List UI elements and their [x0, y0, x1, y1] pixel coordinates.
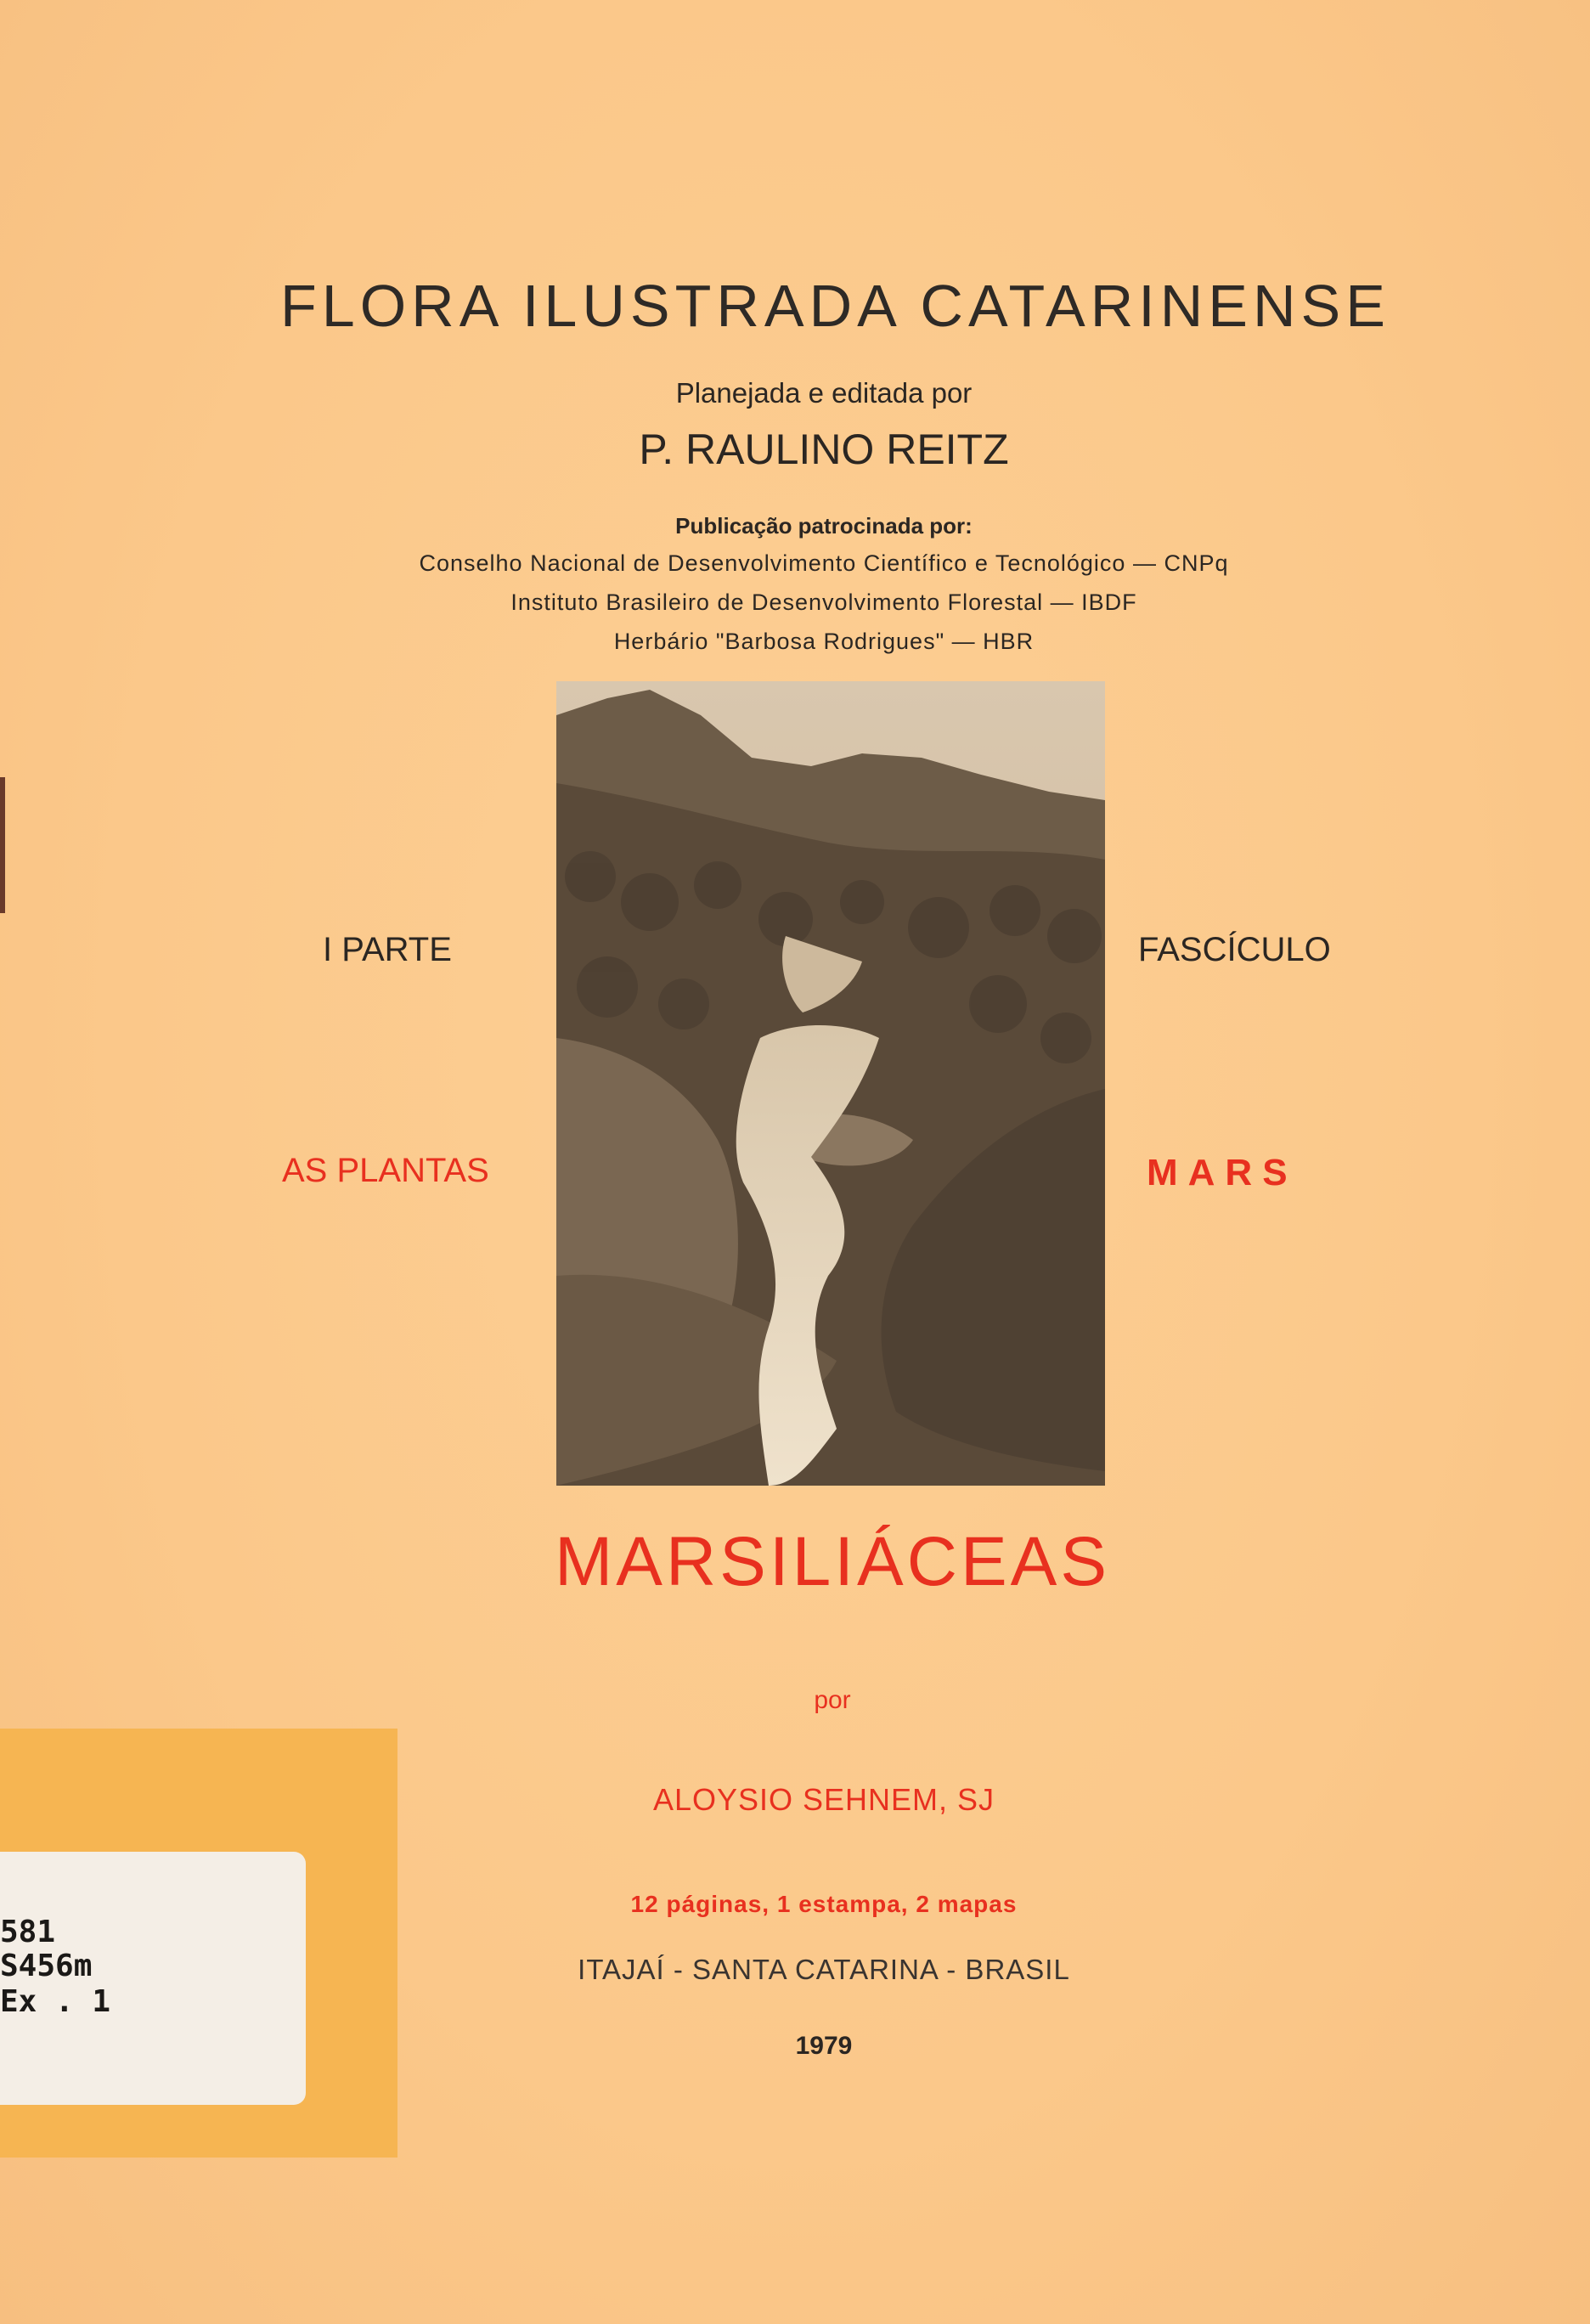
family-title: MARSILIÁCEAS: [554, 1523, 1111, 1600]
publication-year: 1979: [795, 2032, 853, 2060]
series-title: FLORA ILUSTRADA CATARINENSE: [280, 273, 1390, 339]
publication-place: ITAJAÍ - SANTA CATARINA - BRASIL: [578, 1954, 1070, 1985]
author-name: ALOYSIO SEHNEM, SJ: [652, 1782, 995, 1817]
call-number-line: S456m: [0, 1949, 93, 1983]
sponsor-heading: Publicação patrocinada por:: [675, 513, 973, 539]
part-label: I PARTE: [323, 931, 452, 968]
by-label: por: [814, 1686, 851, 1714]
pages-info: 12 páginas, 1 estampa, 2 mapas: [630, 1891, 1018, 1917]
sponsor-line: Instituto Brasileiro de Desenvolvimento Florestal — IBDF: [510, 589, 1137, 615]
spine-mark: [0, 777, 5, 913]
sponsor-line: Herbário "Barbosa Rodrigues" — HBR: [613, 629, 1035, 654]
sponsor-line: Conselho Nacional de Desenvolvimento Científico e Tecnológico — CNPq: [419, 550, 1229, 576]
waterfall-landscape-photo: [556, 681, 1105, 1486]
category-label: AS PLANTAS: [282, 1152, 489, 1189]
family-code-label: MARS: [1147, 1152, 1298, 1193]
editor-name: P. RAULINO REITZ: [639, 426, 1009, 473]
planned-by-label: Planejada e editada por: [675, 377, 973, 409]
cover-photo: [556, 681, 1105, 1486]
fascicle-label: FASCÍCULO: [1138, 931, 1331, 968]
call-number-line: Ex . 1: [0, 1984, 111, 2019]
call-number-line: 581: [0, 1915, 56, 1949]
